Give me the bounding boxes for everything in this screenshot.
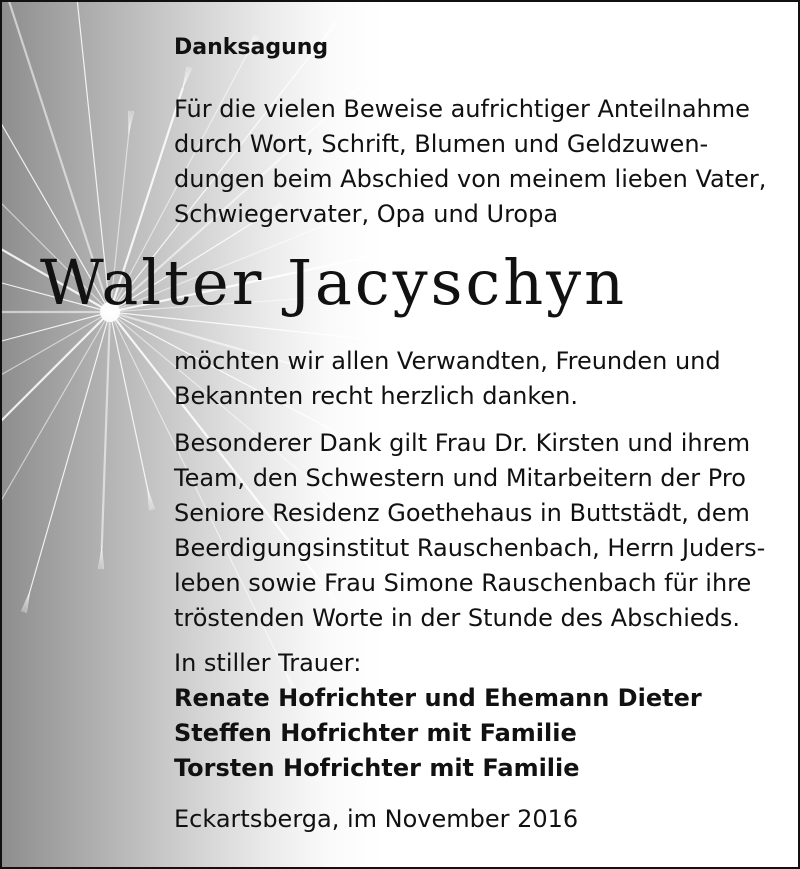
thanks-paragraph: [174, 344, 786, 414]
mourner-name: Steffen Hofrichter mit Familie: [174, 719, 577, 747]
special-thanks-line: tröstenden Worte in der Stunde des Abschieds.: [174, 604, 741, 632]
special-thanks-line: Beerdigungsinstitut Rauschenbach, Herrn Juders-: [174, 534, 766, 562]
deceased-name: Walter Jacyschyn: [40, 246, 628, 319]
seed-ray: [102, 312, 110, 547]
mourning-intro: In stiller Trauer:: [174, 649, 362, 677]
intro-line: Für die vielen Beweise aufrichtiger Anteilnahme: [174, 95, 750, 123]
special-thanks-line: leben sowie Frau Simone Rauschenbach für ihre: [174, 569, 752, 597]
intro-line: durch Wort, Schrift, Blumen und Geldzuwen-: [174, 130, 709, 158]
special-thanks-line: Besonderer Dank gilt Frau Dr. Kirsten und ihrem: [174, 429, 751, 457]
intro-paragraph: [174, 92, 786, 232]
thanks-line: Bekannten recht herzlich danken.: [174, 382, 579, 410]
mourner-name: Renate Hofrichter und Ehemann Dieter: [174, 684, 702, 712]
seed-ray: [2, 312, 110, 595]
mourners-block: [174, 646, 786, 786]
heading-title: Danksagung: [174, 35, 329, 60]
mourner-name: Torsten Hofrichter mit Familie: [174, 754, 580, 782]
seed-ray: [30, 312, 110, 591]
special-thanks-line: Seniore Residenz Goethehaus in Buttstädt, dem: [174, 499, 750, 527]
special-thanks-paragraph: [174, 426, 786, 636]
intro-line: Schwiegervater, Opa und Uropa: [174, 200, 559, 228]
place-date: Eckartsberga, im November 2016: [174, 805, 579, 833]
seed-ray: [2, 312, 110, 611]
intro-line: dungen beim Abschied von meinem lieben Vater,: [174, 165, 767, 193]
thanks-line: möchten wir allen Verwandten, Freunden und: [174, 347, 721, 375]
special-thanks-line: Team, den Schwestern und Mitarbeitern der Pro: [174, 464, 746, 492]
